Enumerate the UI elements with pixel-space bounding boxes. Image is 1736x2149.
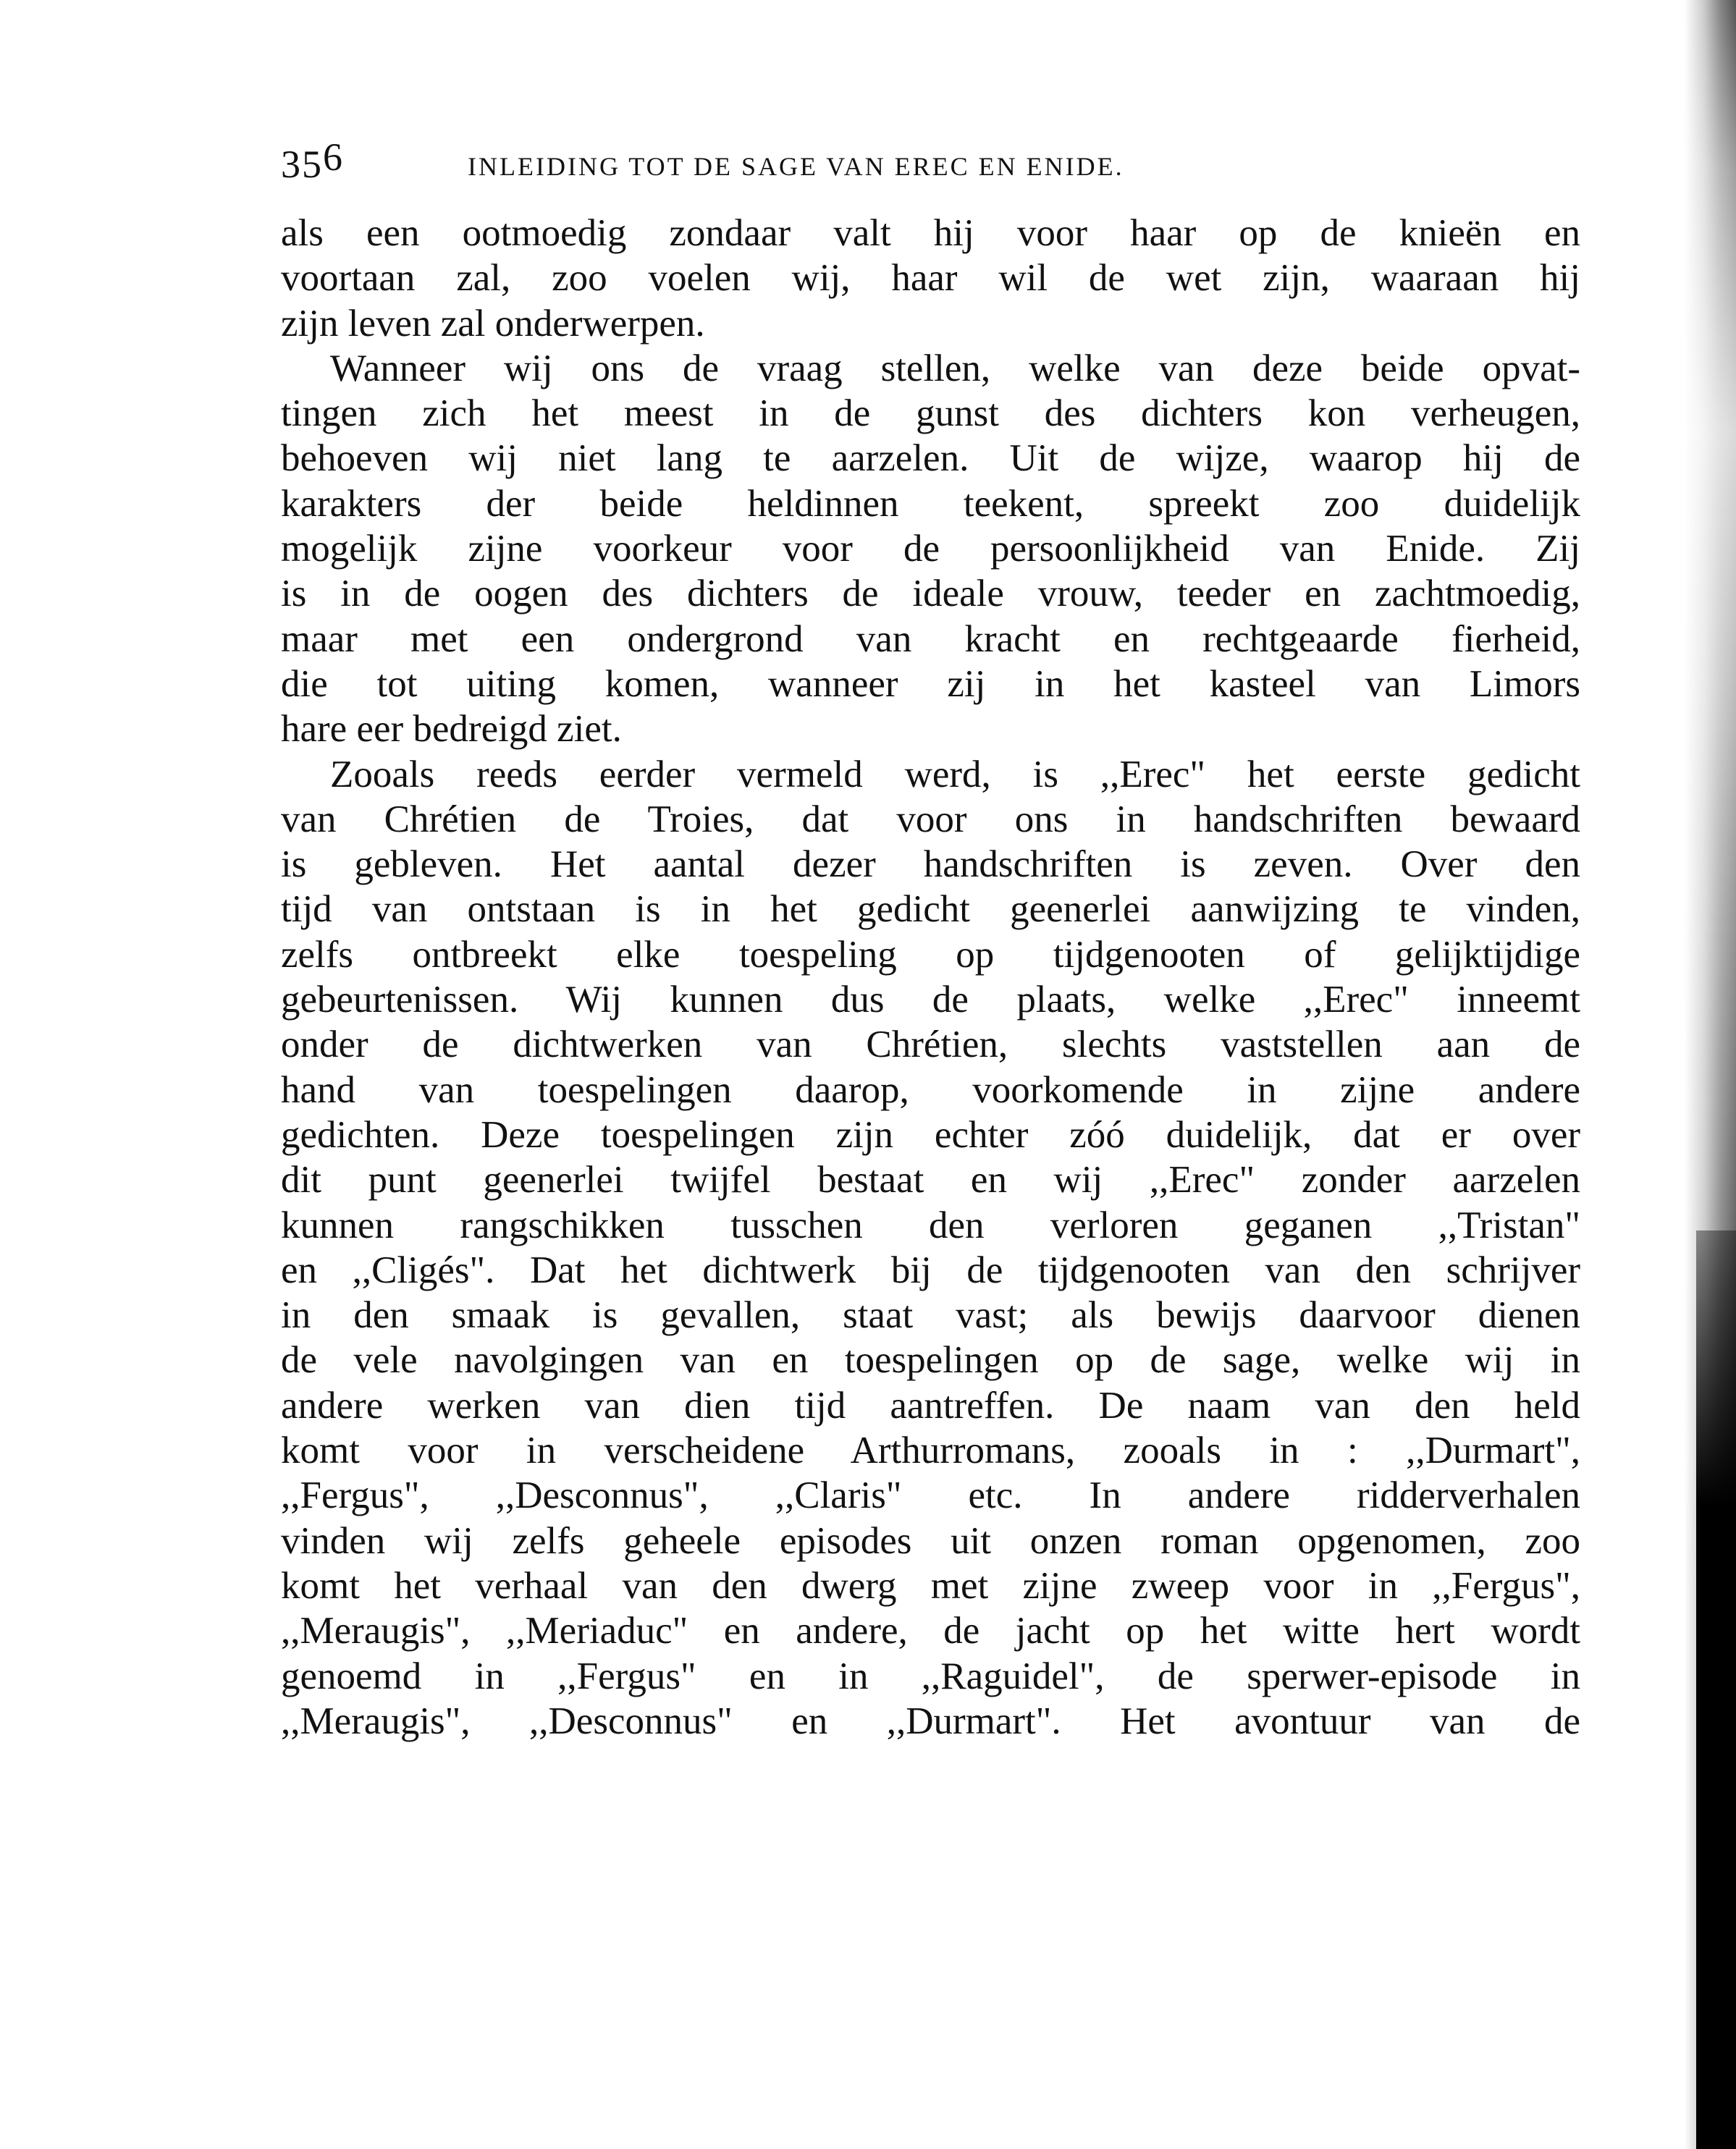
text-line: andere werken van dien tijd aantreffen. De naam van den held (281, 1384, 1580, 1427)
text-line: de vele navolgingen van en toespelingen op de sage, welke wij in (281, 1339, 1580, 1382)
text-line: in den smaak is gevallen, staat vast; als bewijs daarvoor dienen (281, 1294, 1580, 1337)
running-header (281, 135, 1580, 190)
text-line: onder de dichtwerken van Chrétien, slechts vaststellen aan de (281, 1023, 1580, 1066)
text-line: is in de oogen des dichters de ideale vrouw, teeder en zachtmoedig, (281, 573, 1580, 615)
page-number-main: 35 (281, 143, 323, 186)
text-line: hand van toespelingen daarop, voorkomende in zijne andere (281, 1068, 1580, 1111)
text-line: tingen zich het meest in de gunst des dichters kon verheugen, (281, 392, 1580, 435)
page-number (281, 135, 344, 190)
text-line: genoemd in ,,Fergus" en in ,,Raguidel", de sperwer-episode in (281, 1655, 1580, 1697)
text-line: komt het verhaal van den dwerg met zijne zweep voor in ,,Fergus", (281, 1564, 1580, 1607)
text-line: mogelijk zijne voorkeur voor de persoonlijkheid van Enide. Zij (281, 528, 1580, 570)
text-line: ,,Fergus", ,,Desconnus", ,,Claris" etc. In andere ridderverhalen (281, 1474, 1580, 1517)
text-line: karakters der beide heldinnen teekent, spreekt zoo duidelijk (281, 482, 1580, 525)
text-line: als een ootmoedig zondaar valt hij voor haar op de knieën en (281, 212, 1580, 254)
text-line: kunnen rangschikken tusschen den verloren geganen ,,Tristan" (281, 1204, 1580, 1246)
text-line: tijd van ontstaan is in het gedicht geenerlei aanwijzing te vinden, (281, 888, 1580, 931)
paragraph-start-line: Zooals reeds eerder vermeld werd, is ,,Erec" het eerste gedicht (330, 753, 1580, 795)
text-line: en ,,Cligés". Dat het dichtwerk bij de tijdgenooten van den schrijver (281, 1249, 1580, 1291)
text-line: ,,Meraugis", ,,Meriaduc" en andere, de jacht op het witte hert wordt (281, 1610, 1580, 1652)
text-line: voortaan zal, zoo voelen wij, haar wil de wet zijn, waaraan hij (281, 257, 1580, 300)
text-line: is gebleven. Het aantal dezer handschriften is zeven. Over den (281, 843, 1580, 886)
paragraph-start-line: Wanneer wij ons de vraag stellen, welke van deze beide opvat- (330, 347, 1580, 389)
text-line: zijn leven zal onderwerpen. (281, 302, 705, 345)
text-line: van Chrétien de Troies, dat voor ons in handschriften bewaard (281, 798, 1580, 840)
text-line: behoeven wij niet lang te aarzelen. Uit de wijze, waarop hij de (281, 437, 1580, 480)
text-line: komt voor in verscheidene Arthurromans, zooals in : ,,Durmart", (281, 1430, 1580, 1472)
text-line: gebeurtenissen. Wij kunnen dus de plaats, welke ,,Erec" inneemt (281, 979, 1580, 1021)
text-line: zelfs ontbreekt elke toespeling op tijdgenooten of gelijktijdige (281, 933, 1580, 976)
text-line: hare eer bedreigd ziet. (281, 708, 622, 751)
text-line: vinden wij zelfs geheele episodes uit onzen roman opgenomen, zoo (281, 1519, 1580, 1562)
scan-edge-dark-band (1696, 1230, 1736, 2149)
running-title: INLEIDING TOT DE SAGE VAN EREC EN ENIDE. (468, 152, 1124, 181)
text-line: maar met een ondergrond van kracht en rechtgeaarde fierheid, (281, 617, 1580, 660)
text-line: die tot uiting komen, wanneer zij in het kasteel van Limors (281, 662, 1580, 705)
text-line: dit punt geenerlei twijfel bestaat en wij ,,Erec" zonder aarzelen (281, 1159, 1580, 1202)
page-number-oldstyle-digit: 6 (323, 135, 344, 179)
body-text (281, 211, 1580, 1744)
text-line: ,,Meraugis", ,,Desconnus" en ,,Durmart". Het avontuur van de (281, 1700, 1580, 1742)
text-line: gedichten. Deze toespelingen zijn echter zóó duidelijk, dat er over (281, 1113, 1580, 1156)
